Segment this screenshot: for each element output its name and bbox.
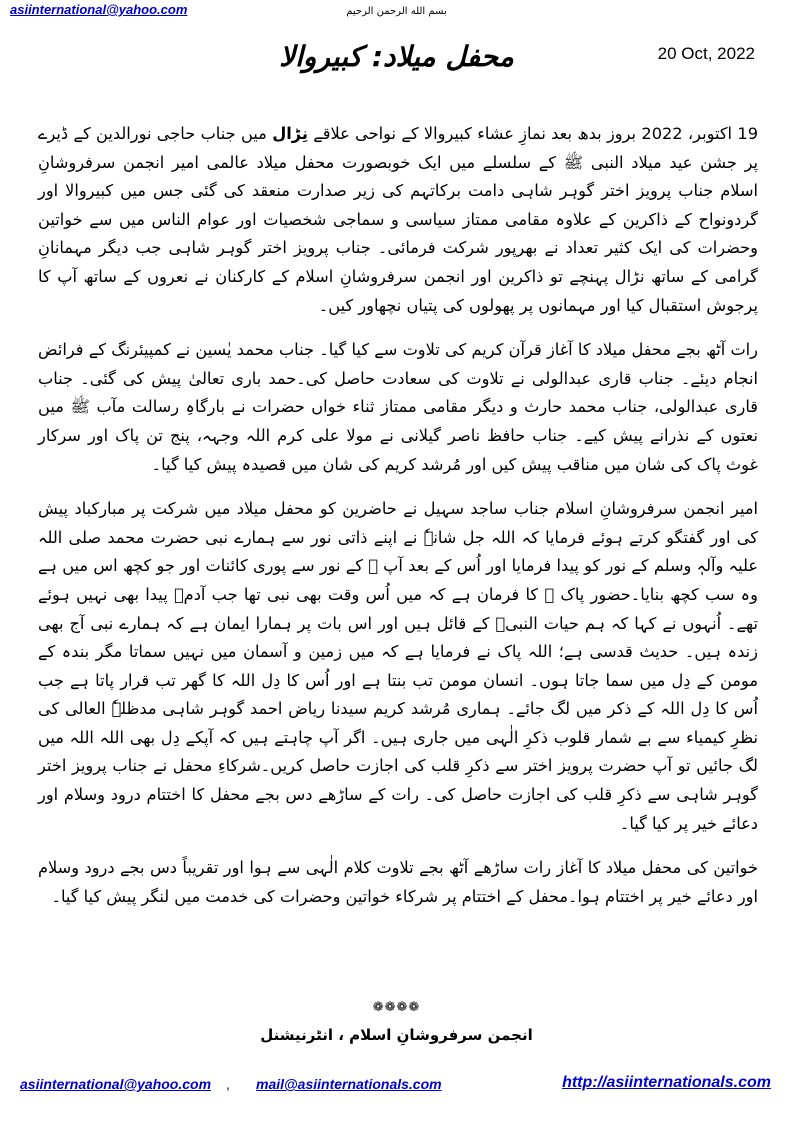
article-date: 20 Oct, 2022 — [657, 44, 755, 63]
paragraph-2 — [38, 336, 758, 479]
paragraph-1-after: میں جناب حاجی نورالدین کے ڈیرے پر جشن عید میلاد النبی ﷺ کے سلسلے میں ایک خوبصورت محفل میلاد عالمی امیر انجمن سرفروشانِ اسلام جناب پرویز اختر گوہر شاہی دامت برکاتہم کی زیر صدارت منعقد کی گئی جس میں کبیروالا اور گردونواح کے ذاکرین کے علاوہ مقامی ممتاز سیاسی و سماجی شخصیات اور عوام الناس میں سے خواتین وحضرات کی ایک کثیر تعداد نے بھرپور شرکت فرمائی۔ جناب پرویز اختر گوہر شاہی جب دیگر مہمانانِ گرامی کے ساتھ نڑال پہنچے تو ذاکرین اور انجمن سرفروشانِ اسلام کے کارکنان نے نعروں کے ساتھ آپ کا پرجوش استقبال کیا اور مہمانوں پر پھولوں کی پتیاں نچھاور کیں۔ — [38, 124, 758, 315]
article-title: محفل میلاد: کبیروالا — [279, 40, 514, 73]
bismillah-heading: بسم الله الرحمن الرحیم — [346, 6, 447, 17]
organization-name: انجمن سرفروشانِ اسلام ، انٹرنیشنل — [260, 1026, 533, 1044]
paragraph-3 — [38, 495, 758, 838]
footer-email-yahoo-link[interactable]: asiinternational@yahoo.com — [20, 1076, 212, 1092]
paragraph-4 — [38, 854, 758, 911]
article-body — [38, 120, 758, 927]
header-email-link[interactable]: asiinternational@yahoo.com — [10, 2, 188, 17]
flower-ornament: ❁❁❁❁ — [372, 1000, 421, 1015]
footer-email-mail-link[interactable]: mail@asiinternationals.com — [256, 1076, 442, 1092]
place-name-highlight: نِڑال — [272, 124, 308, 143]
paragraph-1-before: 19 اکتوبر، 2022 بروز بدھ بعد نمازِ عشاء کبیروالا کے نواحی علاقے — [307, 124, 759, 143]
paragraph-1 — [38, 120, 758, 320]
footer-separator: , — [226, 1076, 230, 1092]
footer-website-link[interactable]: http://asiinternationals.com — [562, 1074, 771, 1091]
paragraph-4-text: خواتین کی محفل میلاد کا آغاز رات ساڑھے آٹھ بجے تلاوت کلام الٰہی سے ہوا اور تقریباً دس بجے درود وسلام اور دعائے خیر پر اختتام ہوا۔محفل کے اختتام پر شرکاء خواتین وحضرات کی خدمت میں لنگر پیش کیا گیا۔ — [38, 858, 758, 906]
paragraph-2-text: رات آٹھ بجے محفل میلاد کا آغاز قرآن کریم کی تلاوت سے کیا گیا۔ جناب محمد یٰسین نے کمپیئرنگ کے فرائض انجام دیئے۔ جناب قاری عبدالولی نے تلاوت کی سعادت حاصل کی۔حمد باری تعالیٰ پیش کی گئی۔ جناب قاری عبدالولی، جناب محمد حارث و دیگر مقامی ممتاز ثناء خواں حضرات نے بارگاہِ رسالت مآب ﷺ میں نعتوں کے نذرانے پیش کیے۔ جناب حافظ ناصر گیلانی نے مولا علی کرم اللہ وجہہ، پنج تن پاک اور سرکار غوث پاک کی شان میں مناقب پیش کیں اور مُرشد کریم کی شان میں قصیدہ پیش کیا گیا۔ — [38, 340, 758, 474]
paragraph-3-text: امیر انجمن سرفروشانِ اسلام جناب ساجد سہیل نے حاضرین کو محفل میلاد میں شرکت پر مبارکباد پیش کی اور گفتگو کرتے ہوئے فرمایا کہ اللہ جل شانہٗ نے اپنے ذاتی نور سے ہمارے نبی حضرت محمد صلی اللہ علیہ وآلہٖ وسلم کے نور کو پیدا فرمایا اور اُس کے بعد آپ ﷺ کے نور سے پوری کائنات اور جو کچھ اس میں ہے وہ سب کچھ بنایا۔حضور پاک ﷺ کا فرمان ہے کہ میں اُس وقت بھی نبی تھا جب آدمؑ پیدا بھی نہیں ہوئے تھے۔ اُنہوں نے کہا کہ ہم حیات النبیؐ کے قائل ہیں اور اس بات پر ہمارا ایمان ہے کہ ہمارے نبی آج بھی زندہ ہیں۔ حدیث قدسی ہے؛ اللہ پاک نے فرمایا ہے کہ میں زمین و آسمان میں نہیں سماتا مگر بندہ کے مومن کے دِل میں سما جاتا ہوں۔ انسان مومن تب بنتا ہے اور اُس کا دِل اللہ کا گھر تب قرار پاتا ہے جب اُس کا دِل اللہ کے ذکر میں لگ جائے۔ ہماری مُرشد کریم سیدنا ریاض احمد گوہر شاہی مدظلہٗ العالی کی نظرِ کیمیاء سے بے شمار قلوب ذکرِ الٰہی میں جاری ہیں۔ اگر آپ چاہتے ہیں کہ آپکے دِل بھی اللہ اللہ میں لگ جائیں تو آپ حضرت پرویز اختر سے ذکرِ قلب کی اجازت حاصل کریں۔شرکاءِ محفل نے جناب پرویز اختر گوہر شاہی سے ذکرِ قلب کی اجازت حاصل کی۔ رات کے ساڑھے دس بجے محفل کا اختتام درود وسلام اور دعائے خیر پر کیا گیا۔ — [38, 499, 758, 833]
